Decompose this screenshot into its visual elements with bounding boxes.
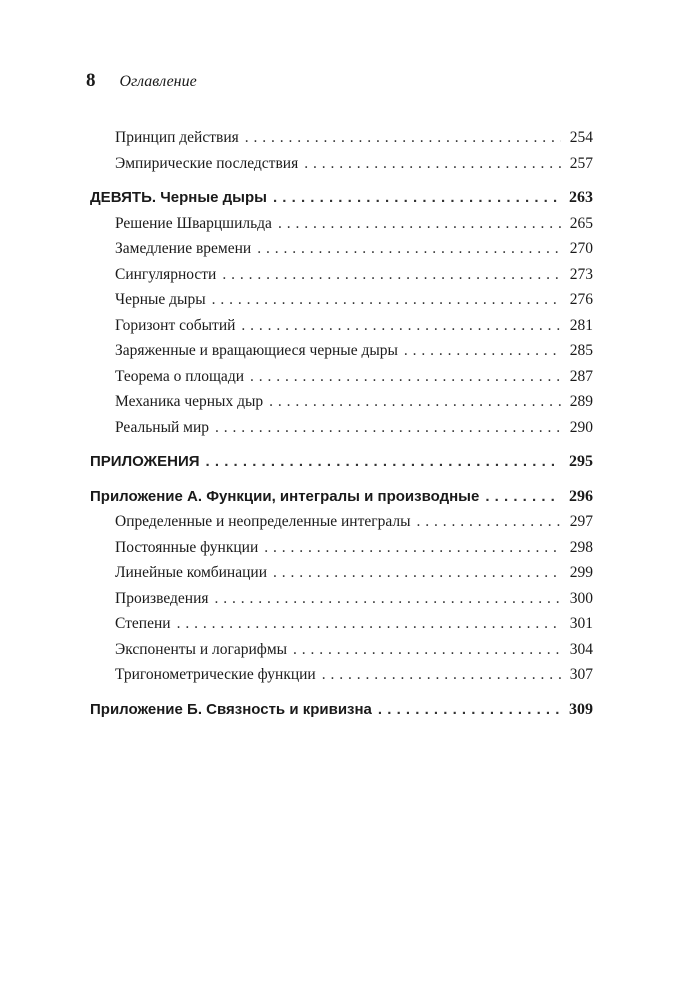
toc-entry-page: 257 [569,154,593,172]
toc-entry-title: Заряженные и вращающиеся черные дыры [115,342,398,359]
toc-entry-title: Линейные комбинации [115,564,267,581]
toc-entry-title: Эмпирические последствия [115,154,299,172]
dot-leader [273,560,561,586]
toc-entry-page: 297 [569,513,593,530]
toc-entry-page: 304 [569,640,593,658]
dot-leader [378,697,561,723]
toc-appendix-title: Приложение А. Функции, интегралы и производные [90,487,480,505]
dot-leader [212,287,561,313]
toc-entry[interactable] [90,637,593,663]
toc-entry[interactable] [90,287,593,313]
toc-entry-page: 254 [569,129,593,146]
toc-entry-title: Решение Шварцшильда [115,214,272,232]
toc-appendix-title: Приложение Б. Связность и кривизна [90,700,372,718]
toc-entry-title: Произведения [115,589,209,607]
toc-entry-page: 281 [569,316,593,334]
dot-leader [264,535,561,561]
dot-leader [404,338,561,364]
toc-entry-page: 285 [569,342,593,359]
toc-entry-page: 307 [569,666,593,683]
toc-entry[interactable] [90,662,593,688]
toc-entry[interactable] [90,151,593,177]
toc-entry-page: 290 [569,418,593,436]
dot-leader [293,637,561,663]
toc-entry-page: 273 [569,265,593,283]
dot-leader [215,586,562,612]
toc-entry[interactable] [90,338,593,364]
toc-entry[interactable] [90,415,593,441]
dot-leader [273,185,561,211]
toc-entry[interactable] [90,211,593,237]
dot-leader [250,364,561,390]
toc-entry-title: Постоянные функции [115,538,259,556]
running-title: Оглавление [119,73,197,90]
dot-leader [177,611,561,637]
toc-entry-title: Экспоненты и логарифмы [115,640,288,658]
toc-entry-title: Степени [115,615,171,632]
toc-entry[interactable] [90,236,593,262]
toc-entry-title: Замедление времени [115,240,252,257]
dot-leader [322,662,561,688]
toc-entry-page: 300 [569,589,593,607]
toc-appendix-page: 309 [569,700,593,718]
toc-entry[interactable] [90,262,593,288]
toc-entry[interactable] [90,509,593,535]
toc-entry-page: 289 [569,393,593,410]
toc-entry-title: Черные дыры [115,291,206,308]
toc-entry[interactable] [90,364,593,390]
dot-leader [206,449,561,475]
toc-entry[interactable] [90,535,593,561]
toc-entry-page: 265 [569,214,593,232]
dot-leader [417,509,561,535]
toc-part-page: 295 [569,453,593,470]
toc-entry-page: 276 [569,291,593,308]
toc-entry-title: Тригонометрические функции [115,666,316,683]
toc-appendix-heading[interactable] [90,484,593,510]
dot-leader [245,125,561,151]
toc-entry[interactable] [90,586,593,612]
toc-entry-title: Горизонт событий [115,316,236,334]
toc-entry-page: 287 [569,367,593,385]
dot-leader [222,262,561,288]
toc-entry[interactable] [90,313,593,339]
toc-chapter-page: 263 [569,189,593,206]
toc-section-appendix-a [90,484,593,688]
toc-entry-title: Механика черных дыр [115,393,264,410]
dot-leader [215,415,561,441]
toc-entry[interactable] [90,389,593,415]
toc-entry[interactable] [90,125,593,151]
dot-leader [241,313,561,339]
toc-entry-title: Принцип действия [115,129,239,146]
running-head [86,70,197,100]
toc-section-continued [90,125,593,176]
toc-entry-page: 301 [569,615,593,632]
dot-leader [269,389,561,415]
toc-entry-title: Реальный мир [115,418,210,436]
toc-entry-title: Сингулярности [115,265,217,283]
toc-entry-page: 270 [569,240,593,257]
toc-appendix-page: 296 [569,487,593,505]
toc-entry-title: Теорема о площади [115,367,244,385]
toc-entry-page: 298 [569,538,593,556]
toc-entry-title: Определенные и неопределенные интегралы [115,513,411,530]
toc-part-title: ПРИЛОЖЕНИЯ [90,453,200,470]
toc-chapter-heading[interactable] [90,185,593,211]
dot-leader [304,151,561,177]
toc-entry-page: 299 [569,564,593,581]
page-number: 8 [86,70,96,91]
table-of-contents [90,125,593,722]
dot-leader [278,211,561,237]
dot-leader [485,484,561,510]
toc-chapter-title: ДЕВЯТЬ. Черные дыры [90,189,267,206]
toc-entry[interactable] [90,611,593,637]
toc-section-appendix-b [90,697,593,723]
dot-leader [257,236,561,262]
toc-part-heading[interactable] [90,449,593,475]
toc-entry[interactable] [90,560,593,586]
toc-appendix-heading[interactable] [90,697,593,723]
toc-section-appendices [90,449,593,475]
toc-section-chapter-nine [90,185,593,440]
